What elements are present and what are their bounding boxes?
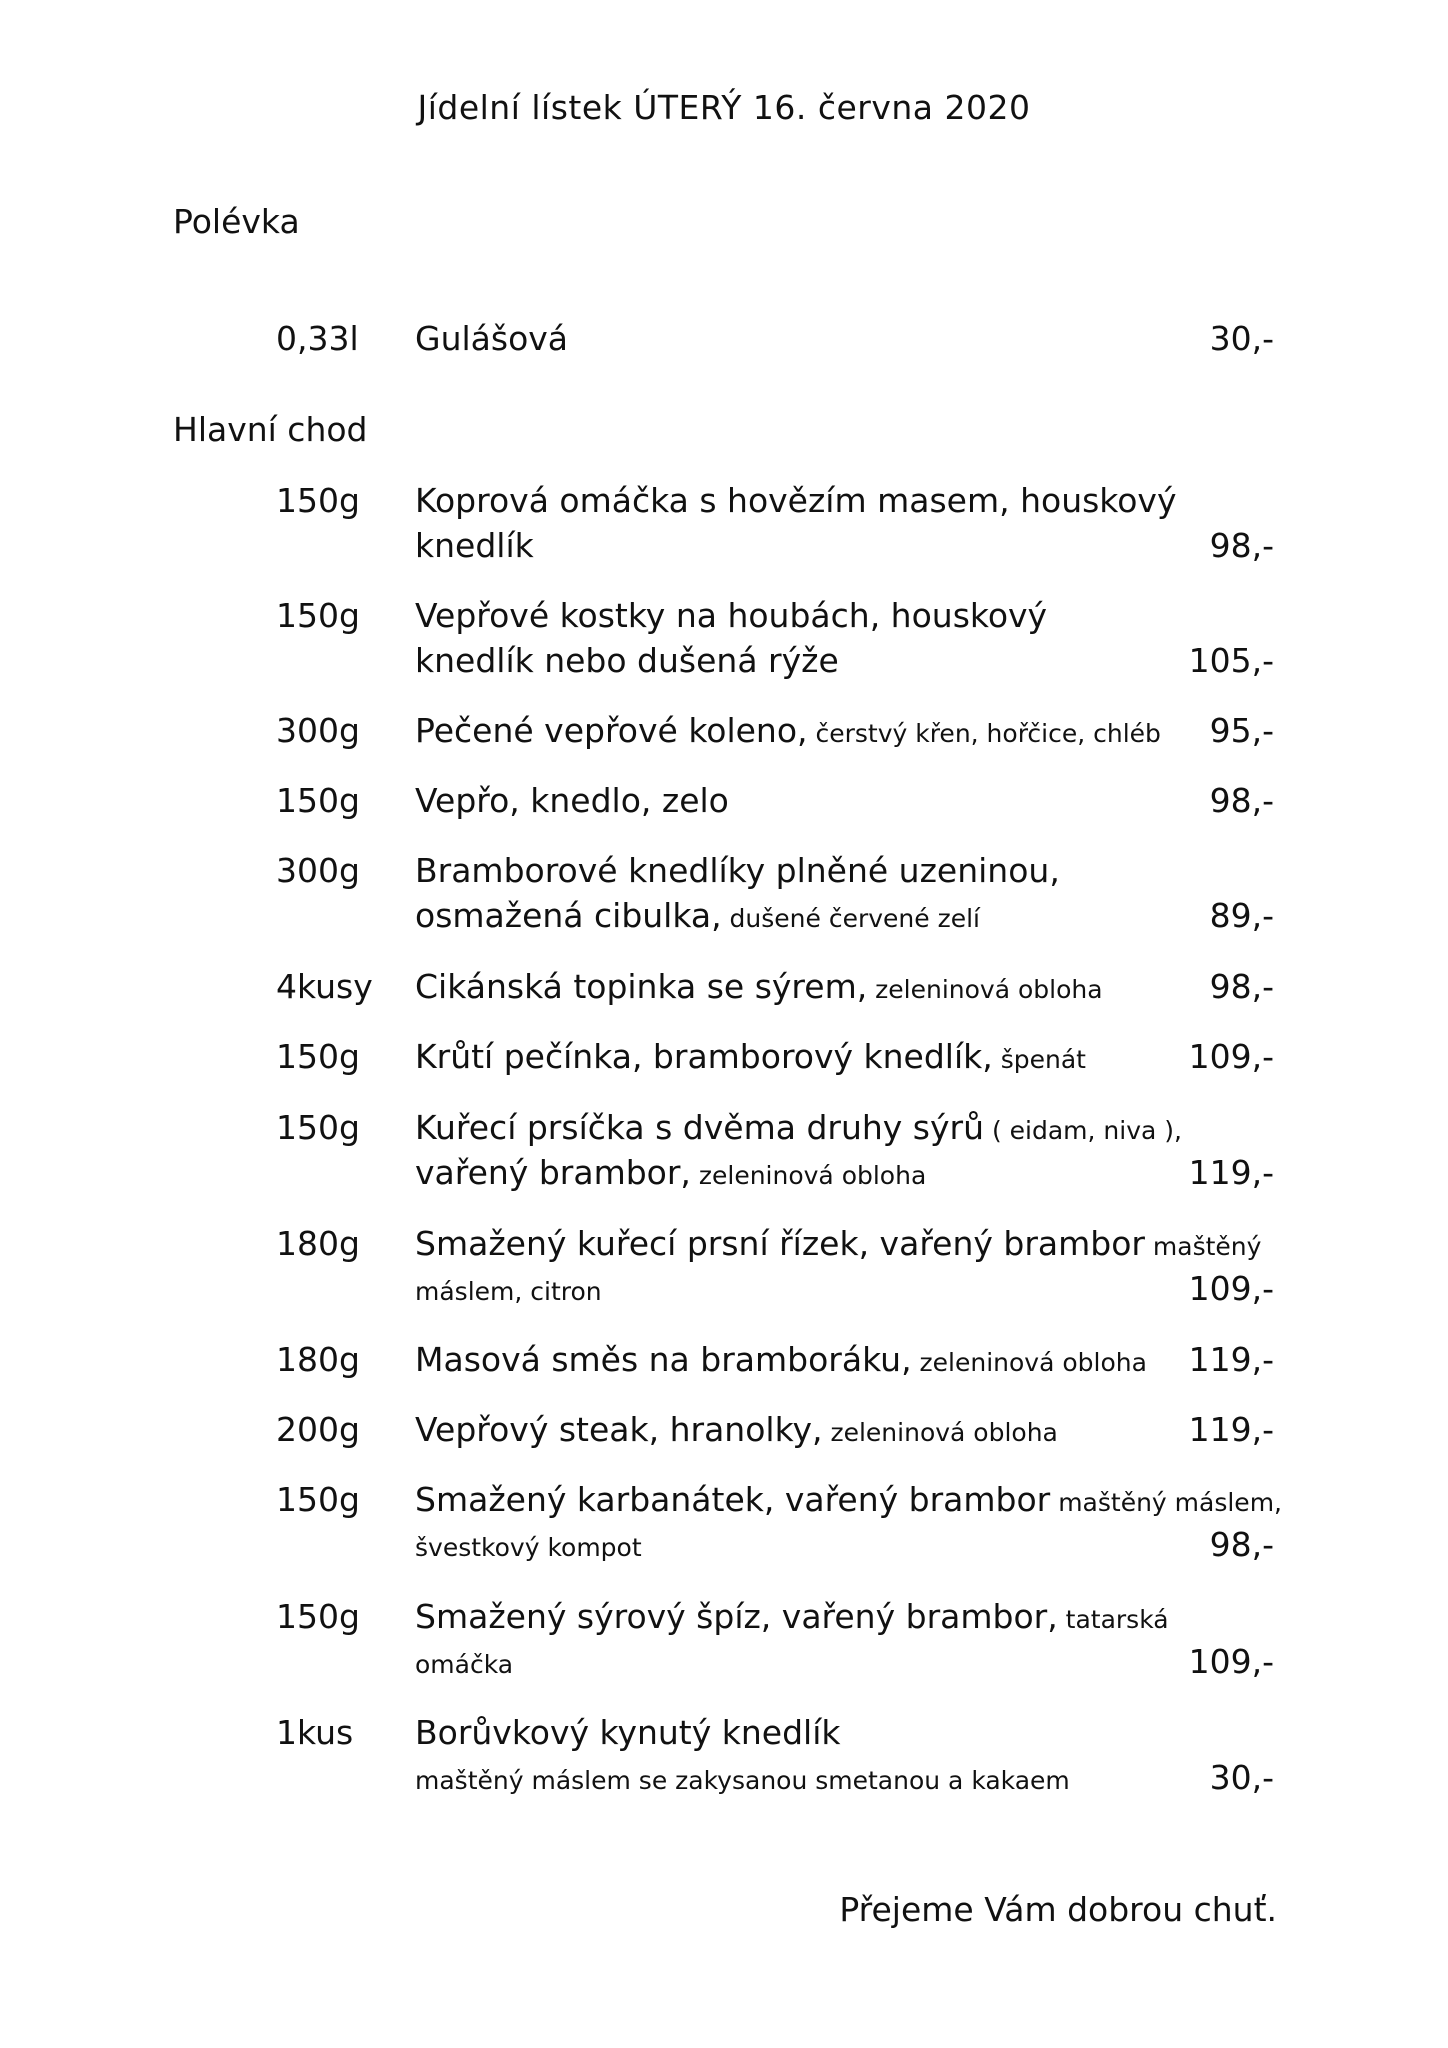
- item-quantity: 180g: [276, 1340, 360, 1379]
- item-name-line-1: [415, 1410, 1058, 1449]
- item-name: Vepřo, knedlo, zelo: [415, 781, 729, 820]
- item-price: 95,-: [1209, 711, 1274, 750]
- item-name-continued: knedlík: [415, 526, 534, 565]
- item-quantity: 4kusy: [276, 967, 373, 1006]
- item-side-note: maštěný máslem se zakysanou smetanou a kakaem: [415, 1766, 1070, 1795]
- item-name-continued: vařený brambor,: [415, 1153, 691, 1192]
- item-side-note: špenát: [992, 1045, 1086, 1074]
- item-name-line-1: [415, 711, 1161, 750]
- item-name-line-2: [415, 1269, 602, 1308]
- item-name-line-2: [415, 526, 534, 565]
- item-price: 119,-: [1188, 1410, 1274, 1449]
- item-price: 30,-: [1209, 319, 1274, 358]
- item-name-line-1: [415, 1480, 1282, 1519]
- item-name-line-1: [415, 781, 729, 820]
- closing-wish: Přejeme Vám dobrou chuť.: [839, 1890, 1277, 1929]
- item-quantity: 150g: [276, 781, 360, 820]
- item-quantity: 150g: [276, 481, 360, 520]
- item-side-note: omáčka: [415, 1650, 514, 1679]
- item-name-line-1: [415, 851, 1060, 890]
- item-name-line-2: [415, 1153, 926, 1192]
- item-price: 98,-: [1209, 1525, 1274, 1564]
- item-name-line-2: [415, 1642, 513, 1681]
- item-quantity: 180g: [276, 1224, 360, 1263]
- item-name: Smažený karbanátek, vařený brambor: [415, 1480, 1051, 1519]
- item-name: Koprová omáčka s hovězím masem, houskový: [415, 481, 1177, 520]
- item-price: 109,-: [1188, 1037, 1274, 1076]
- item-name: Vepřový steak, hranolky,: [415, 1410, 823, 1449]
- item-price: 119,-: [1188, 1153, 1274, 1192]
- item-quantity: 150g: [276, 596, 360, 635]
- item-price: 30,-: [1209, 1758, 1274, 1797]
- item-name-line-1: [415, 596, 1047, 635]
- item-price: 89,-: [1209, 896, 1274, 935]
- item-side-note: čerstvý křen, hořčice, chléb: [807, 719, 1161, 748]
- item-quantity: 1kus: [276, 1713, 354, 1752]
- item-quantity: 150g: [276, 1480, 360, 1519]
- item-quantity: 150g: [276, 1108, 360, 1147]
- item-quantity: 300g: [276, 851, 360, 890]
- item-name: Masová směs na bramboráku,: [415, 1340, 912, 1379]
- section-heading-soup: Polévka: [173, 202, 300, 241]
- item-side-note: zeleninová obloha: [867, 975, 1103, 1004]
- item-price: 98,-: [1209, 781, 1274, 820]
- item-name: Bramborové knedlíky plněné uzeninou,: [415, 851, 1060, 890]
- item-side-note: švestkový kompot: [415, 1533, 642, 1562]
- item-name: Smažený sýrový špíz, vařený brambor,: [415, 1597, 1058, 1636]
- item-name: Kuřecí prsíčka s dvěma druhy sýrů: [415, 1108, 985, 1147]
- item-name-line-2: [415, 1525, 642, 1564]
- item-name: Krůtí pečínka, bramborový knedlík,: [415, 1037, 993, 1076]
- item-name: Gulášová: [415, 319, 569, 358]
- item-price: 98,-: [1209, 526, 1274, 565]
- item-price: 109,-: [1188, 1642, 1274, 1681]
- item-quantity: 300g: [276, 711, 360, 750]
- item-quantity: 150g: [276, 1597, 360, 1636]
- item-price: 119,-: [1188, 1340, 1274, 1379]
- item-name-continued: osmažená cibulka,: [415, 896, 722, 935]
- item-name-continued: knedlík nebo dušená rýže: [415, 641, 839, 680]
- item-quantity: 200g: [276, 1410, 360, 1449]
- item-name: Vepřové kostky na houbách, houskový: [415, 596, 1048, 635]
- item-side-note: zeleninová obloha: [822, 1418, 1058, 1447]
- item-name: Borůvkový kynutý knedlík: [415, 1713, 841, 1752]
- item-name: Pečené vepřové koleno,: [415, 711, 808, 750]
- item-side-note: maštěný: [1144, 1232, 1262, 1261]
- item-name-line-2: [415, 1758, 1070, 1797]
- item-side-note: ( eidam, niva ),: [984, 1116, 1182, 1145]
- item-side-note: maštěný máslem,: [1050, 1488, 1282, 1517]
- item-side-note: máslem, citron: [415, 1277, 602, 1306]
- item-price: 105,-: [1188, 641, 1274, 680]
- item-price: 109,-: [1188, 1269, 1274, 1308]
- item-name-line-1: [415, 1108, 1182, 1147]
- item-name-line-1: [415, 967, 1103, 1006]
- item-side-note: zeleninová obloha: [690, 1161, 927, 1190]
- item-quantity: 0,33l: [276, 319, 359, 358]
- item-name-line-1: [415, 1597, 1169, 1636]
- item-name-line-2: [415, 641, 839, 680]
- item-side-note: dušené červené zelí: [721, 904, 980, 933]
- item-price: 98,-: [1209, 967, 1274, 1006]
- section-heading-main: Hlavní chod: [173, 410, 368, 449]
- item-name: Cikánská topinka se sýrem,: [415, 967, 868, 1006]
- item-name-line-1: [415, 1037, 1086, 1076]
- item-name-line-1: [415, 1340, 1147, 1379]
- item-name: Smažený kuřecí prsní řízek, vařený brambor: [415, 1224, 1145, 1263]
- item-side-note: tatarská: [1057, 1605, 1169, 1634]
- item-name-line-1: [415, 481, 1176, 520]
- menu-title: Jídelní lístek ÚTERÝ 16. června 2020: [417, 88, 1031, 127]
- item-side-note: zeleninová obloha: [911, 1348, 1147, 1377]
- item-quantity: 150g: [276, 1037, 360, 1076]
- item-name-line-1: [415, 1713, 841, 1752]
- item-name-line-2: [415, 896, 980, 935]
- item-name-line-1: [415, 1224, 1261, 1263]
